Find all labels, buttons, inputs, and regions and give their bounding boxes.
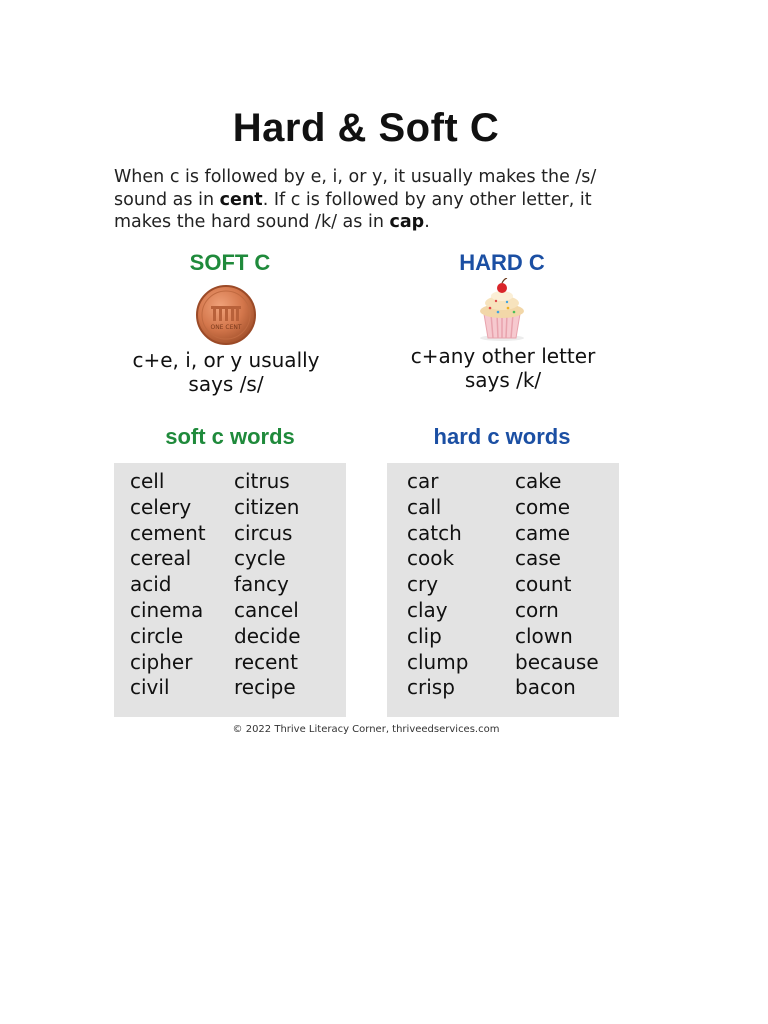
intro-text-2: . If c is followed by any other letter, it makes the hard sound /k/ as in	[114, 189, 592, 232]
word: clown	[515, 623, 573, 648]
word: corn	[515, 597, 559, 622]
word: fancy	[234, 572, 289, 597]
word: cinema	[130, 597, 204, 622]
word: bacon	[515, 675, 576, 700]
intro-paragraph	[114, 166, 614, 234]
word: clip	[407, 623, 442, 648]
word: because	[515, 649, 599, 674]
word: circus	[234, 520, 293, 545]
word: came	[515, 520, 571, 545]
word: clump	[407, 649, 469, 674]
soft-c-heading: SOFT C	[189, 250, 271, 275]
hard-c-words-heading: hard c words	[433, 424, 571, 449]
word: car	[407, 469, 439, 493]
intro-bold-cent: cent	[219, 189, 263, 210]
word: cook	[407, 546, 455, 571]
word: come	[515, 494, 571, 519]
page-title: Hard & Soft C	[232, 106, 500, 150]
word: cereal	[130, 546, 192, 571]
word: cake	[515, 469, 562, 493]
word: cell	[130, 469, 165, 493]
word: recent	[234, 649, 298, 674]
hard-rule-line-2: says /k/	[464, 368, 542, 392]
copyright-footer: © 2022 Thrive Literacy Corner, thriveedservices.com	[232, 724, 500, 735]
word: clay	[407, 597, 448, 622]
word: recipe	[234, 675, 296, 700]
soft-c-rule	[110, 348, 342, 396]
intro-text-1: When c is followed by e, i, or y, it usually makes the /s/ sound as in	[114, 167, 597, 210]
word: decide	[234, 623, 301, 648]
soft-c-word-box	[114, 463, 346, 717]
word: cry	[407, 572, 439, 597]
soft-rule-line-1: c+e, i, or y usually	[132, 348, 320, 372]
word: crisp	[407, 675, 455, 700]
soft-words-column-1	[130, 469, 206, 701]
word: acid	[130, 572, 172, 597]
soft-rule-line-2: says /s/	[188, 372, 264, 396]
soft-words-column-2	[234, 469, 301, 701]
cupcake-icon	[474, 278, 530, 342]
penny-icon	[195, 284, 257, 346]
word: celery	[130, 494, 192, 519]
word: civil	[130, 675, 170, 700]
word: count	[515, 572, 572, 597]
word: call	[407, 494, 442, 519]
hard-rule-line-1: c+any other letter	[410, 344, 596, 368]
hard-words-column-1	[407, 469, 468, 701]
word: case	[515, 546, 561, 571]
word: cancel	[234, 597, 299, 622]
soft-c-words-heading: soft c words	[165, 424, 295, 449]
intro-bold-cap: cap	[389, 212, 425, 232]
hard-c-word-box	[387, 463, 619, 717]
hard-words-column-2	[515, 469, 599, 701]
word: cement	[130, 520, 206, 545]
word: citizen	[234, 494, 300, 519]
word: citrus	[234, 469, 290, 493]
coin-text: ONE CENT	[210, 324, 242, 331]
hard-c-heading: HARD C	[459, 250, 545, 275]
word: circle	[130, 623, 184, 648]
word: cipher	[130, 649, 193, 674]
hard-c-rule	[388, 344, 618, 392]
intro-text-3: .	[424, 212, 430, 232]
word: cycle	[234, 546, 286, 571]
word: catch	[407, 520, 462, 545]
